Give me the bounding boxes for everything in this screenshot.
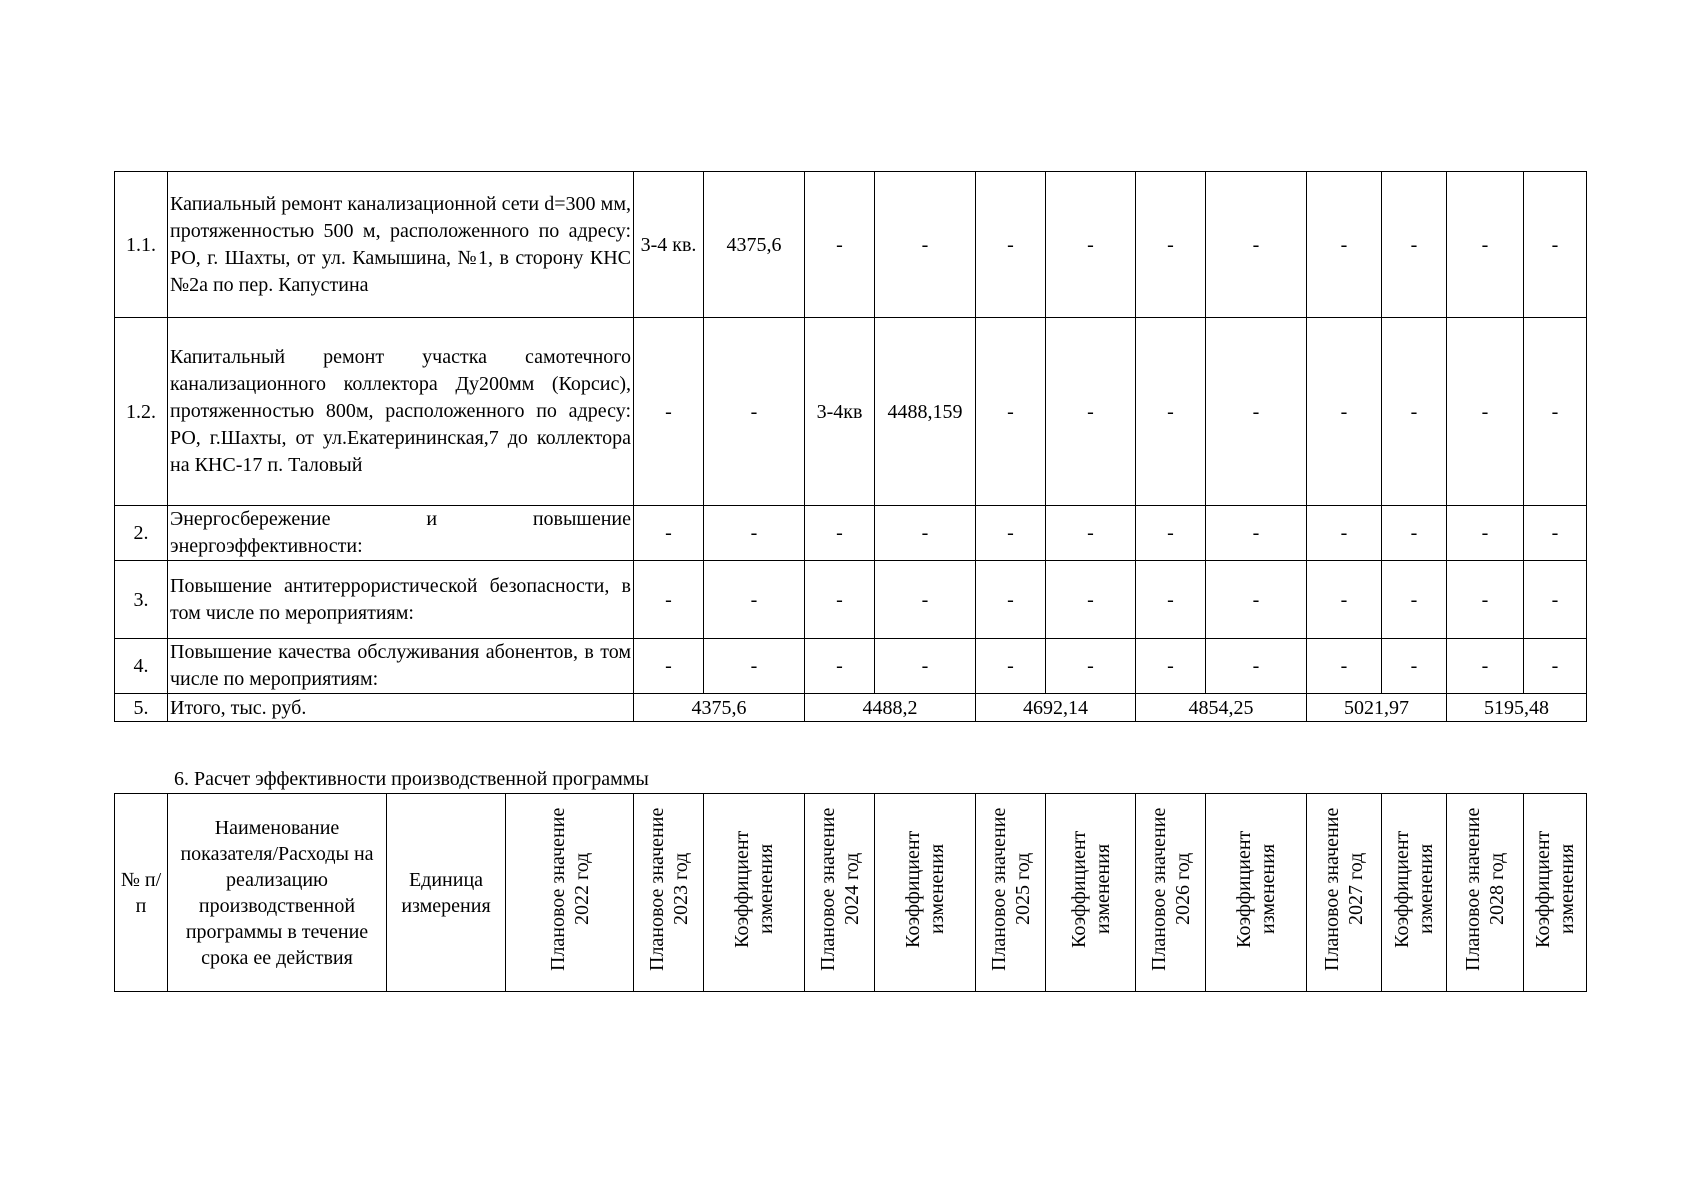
measure-name: Капитальный ремонт участка самотечного канализационного коллектора Ду200мм (Корсис), протяженностью 800м, расположенного по адресу: РО, г.Шахты, от ул.Екатерининская,7 до коллектора на КНС-17 п. Таловый <box>168 318 634 506</box>
table-cell: - <box>1307 506 1382 561</box>
header-plan-2027: Плановое значение 2027 год <box>1307 794 1382 992</box>
table-cell: - <box>1524 561 1587 639</box>
table-cell: - <box>1524 639 1587 694</box>
total-value-2025: 4692,14 <box>976 694 1136 722</box>
table-cell: - <box>1447 639 1524 694</box>
row-number: 4. <box>115 639 168 694</box>
table-row <box>115 639 1587 694</box>
table-cell: - <box>1046 318 1136 506</box>
table-cell: - <box>1046 639 1136 694</box>
header-coefficient: Коэффициент изменения <box>1206 794 1307 992</box>
table-cell: 4375,6 <box>704 172 805 318</box>
row-number: 2. <box>115 506 168 561</box>
table-cell: - <box>875 639 976 694</box>
table-cell: - <box>805 639 875 694</box>
header-indicator-name: Наименование показателя/Расходы на реализацию производственной программы в течение срока ее действия <box>168 794 387 992</box>
table-cell: - <box>976 561 1046 639</box>
total-row <box>115 694 1587 722</box>
table-cell: - <box>704 318 805 506</box>
total-value-2027: 5021,97 <box>1307 694 1447 722</box>
table-cell: - <box>875 561 976 639</box>
table-cell: - <box>875 506 976 561</box>
table-cell: - <box>704 561 805 639</box>
table-cell: - <box>1046 506 1136 561</box>
table-cell: - <box>1524 172 1587 318</box>
table-row <box>115 172 1587 318</box>
table-row <box>115 561 1587 639</box>
table-cell: - <box>976 172 1046 318</box>
table-cell: - <box>1307 172 1382 318</box>
header-unit: Единица измерения <box>387 794 506 992</box>
total-label: Итого, тыс. руб. <box>168 694 634 722</box>
table-cell: - <box>1307 318 1382 506</box>
header-coefficient: Коэффициент изменения <box>1382 794 1447 992</box>
table-cell: - <box>976 506 1046 561</box>
table-cell: - <box>1447 318 1524 506</box>
table-cell: - <box>1046 561 1136 639</box>
table-cell: - <box>1382 318 1447 506</box>
table-cell: - <box>1382 172 1447 318</box>
header-coefficient: Коэффициент изменения <box>1046 794 1136 992</box>
table-cell: - <box>1136 318 1206 506</box>
table-cell: - <box>1382 639 1447 694</box>
table-cell: 3-4кв <box>805 318 875 506</box>
table-cell: - <box>1206 506 1307 561</box>
header-plan-2022: Плановое значение 2022 год <box>506 794 634 992</box>
table-cell: - <box>1307 561 1382 639</box>
table-cell: - <box>1447 506 1524 561</box>
row-number: 5. <box>115 694 168 722</box>
table-row <box>115 506 1587 561</box>
table-cell: - <box>1447 561 1524 639</box>
table-cell: 4488,159 <box>875 318 976 506</box>
table-cell: - <box>1447 172 1524 318</box>
header-coefficient: Коэффициент изменения <box>704 794 805 992</box>
table-cell: - <box>805 506 875 561</box>
total-value-2026: 4854,25 <box>1136 694 1307 722</box>
measure-name: Капиальный ремонт канализационной сети d=300 мм, протяженностью 500 м, расположенного по адресу: РО, г. Шахты, от ул. Камышина, №1, в сторону КНС №2а по пер. Капустина <box>168 172 634 318</box>
total-value-2024: 4488,2 <box>805 694 976 722</box>
table-cell: - <box>1046 172 1136 318</box>
table-cell: - <box>634 318 704 506</box>
table-cell: - <box>704 506 805 561</box>
table-cell: - <box>805 561 875 639</box>
row-number: 3. <box>115 561 168 639</box>
measure-name: Повышение качества обслуживания абонентов, в том числе по мероприятиям: <box>168 639 634 694</box>
table-cell: - <box>1136 506 1206 561</box>
table-cell: - <box>1136 172 1206 318</box>
table-cell: - <box>1206 561 1307 639</box>
header-plan-2028: Плановое значение 2028 год <box>1447 794 1524 992</box>
table-cell: - <box>1382 561 1447 639</box>
program-measures-table <box>114 171 1587 722</box>
table-cell: - <box>1136 561 1206 639</box>
table-cell: - <box>1524 506 1587 561</box>
table-cell: - <box>1136 639 1206 694</box>
table-cell: 3-4 кв. <box>634 172 704 318</box>
header-row <box>115 794 1587 992</box>
efficiency-table <box>114 793 1587 992</box>
table-cell: - <box>1524 318 1587 506</box>
header-plan-2025: Плановое значение 2025 год <box>976 794 1046 992</box>
measure-name: Энергосбережение и повышение энергоэффективности: <box>168 506 634 561</box>
table-cell: - <box>1206 639 1307 694</box>
header-coefficient: Коэффициент изменения <box>1524 794 1587 992</box>
row-number: 1.2. <box>115 318 168 506</box>
table-cell: - <box>634 639 704 694</box>
header-number: № п/п <box>115 794 168 992</box>
header-plan-2023: Плановое значение 2023 год <box>634 794 704 992</box>
table-cell: - <box>1206 318 1307 506</box>
table-cell: - <box>875 172 976 318</box>
total-value-2028: 5195,48 <box>1447 694 1587 722</box>
header-plan-2026: Плановое значение 2026 год <box>1136 794 1206 992</box>
table-cell: - <box>1206 172 1307 318</box>
measure-name: Повышение антитеррористической безопасности, в том числе по мероприятиям: <box>168 561 634 639</box>
table-cell: - <box>805 172 875 318</box>
total-value-2023: 4375,6 <box>634 694 805 722</box>
table-cell: - <box>976 318 1046 506</box>
header-plan-2024: Плановое значение 2024 год <box>805 794 875 992</box>
header-coefficient: Коэффициент изменения <box>875 794 976 992</box>
table-cell: - <box>634 561 704 639</box>
table-row <box>115 318 1587 506</box>
table-cell: - <box>976 639 1046 694</box>
efficiency-section-title: 6. Расчет эффективности производственной программы <box>174 768 649 790</box>
table-cell: - <box>634 506 704 561</box>
table-cell: - <box>1382 506 1447 561</box>
row-number: 1.1. <box>115 172 168 318</box>
table-cell: - <box>704 639 805 694</box>
table-cell: - <box>1307 639 1382 694</box>
